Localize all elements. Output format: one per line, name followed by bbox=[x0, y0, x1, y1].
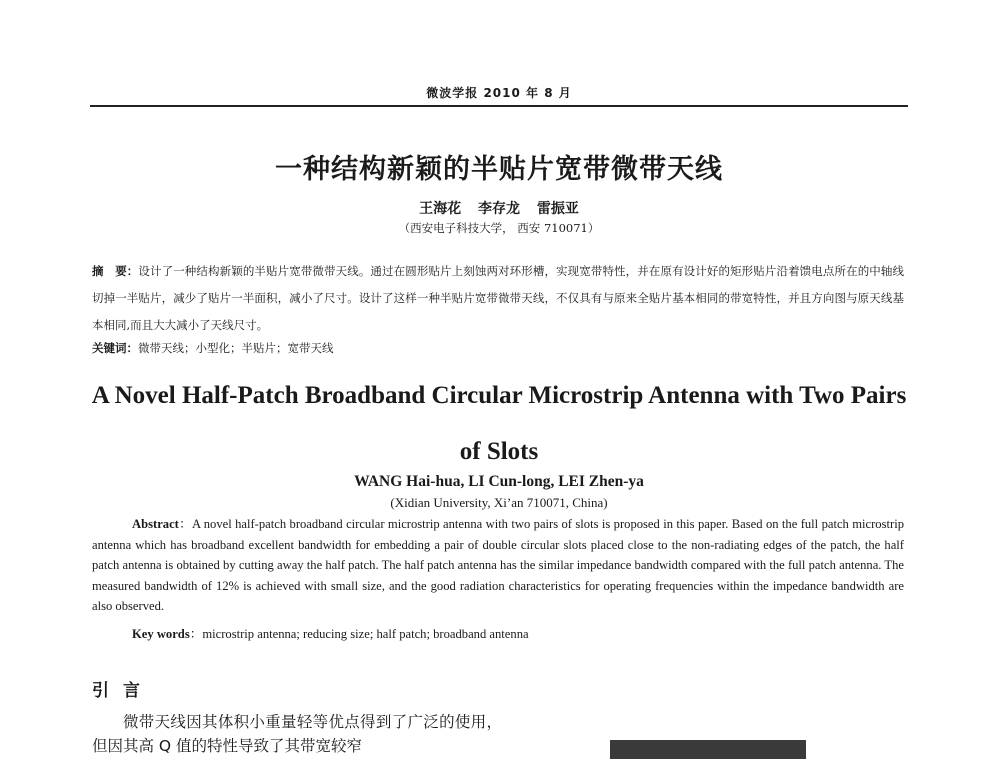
chinese-title: 一种结构新颖的半贴片宽带微带天线 bbox=[275, 154, 723, 185]
running-head: 微波学报 2010 年 8 月 bbox=[426, 86, 572, 100]
english-keywords bbox=[132, 623, 904, 642]
english-keywords-text: ：microstrip antenna; reducing size; half patch; broadband antenna bbox=[189, 627, 529, 641]
section-heading-introduction: 引言 bbox=[92, 681, 154, 701]
header-rule bbox=[90, 105, 908, 107]
english-affiliation: (Xidian University, Xi’an 710071, China) bbox=[390, 495, 608, 510]
chinese-keywords bbox=[92, 338, 904, 358]
english-keywords-label: Key words bbox=[132, 627, 190, 641]
english-abstract-label: Abstract bbox=[132, 517, 179, 531]
chinese-keywords-text: 微带天线；小型化；半贴片；宽带天线 bbox=[138, 341, 334, 355]
english-authors: WANG Hai-hua, LI Cun-long, LEI Zhen-ya bbox=[354, 473, 644, 490]
chinese-affiliation: （西安电子科技大学， 西安 710071） bbox=[398, 221, 600, 235]
english-title: A Novel Half-Patch Broadband Circular Microstrip Antenna with Two Pairs of Slots bbox=[91, 382, 907, 465]
introduction-paragraph: 微带天线因其体积小重量轻等优点得到了广泛的使用，但因其高 Q 值的特性导致了其带宽较窄 bbox=[92, 713, 502, 755]
chinese-abstract-label: 摘 要： bbox=[92, 264, 139, 278]
chinese-authors: 王海花 李存龙 雷振亚 bbox=[419, 201, 579, 217]
english-abstract-text: ：A novel half-patch broadband circular microstrip antenna with two pairs of slots is proposed in this paper. Based on the full patch microstrip antenna which has broadband excellent bandwidth for embedding a pair of double circular slots placed close to the non-radiating edges of the patch, the half patch antenna is obtained by cutting away the half patch. The half patch antenna has the similar impedance bandwidth compared with the full patch antenna. The measured bandwidth of 12% is achieved with small size, and the good radiation characteristics for operating frequencies within the impedance bandwidth are also observed. bbox=[92, 517, 904, 613]
figure-image bbox=[610, 740, 806, 759]
english-abstract bbox=[92, 514, 904, 617]
chinese-abstract bbox=[92, 258, 904, 338]
chinese-abstract-text: 设计了一种结构新颖的半贴片宽带微带天线。通过在圆形贴片上刻蚀两对环形槽，实现宽带特性，并在原有设计好的矩形贴片沿着馈电点所在的中轴线切掉一半贴片，减少了贴片一半面积，减小了尺寸。设计了这样一种半贴片宽带微带天线，不仅具有与原来全贴片基本相同的带宽特性，并且方向图与原天线基本相同,而且大大减小了天线尺寸。 bbox=[92, 264, 904, 332]
chinese-keywords-label: 关键词： bbox=[92, 341, 138, 355]
